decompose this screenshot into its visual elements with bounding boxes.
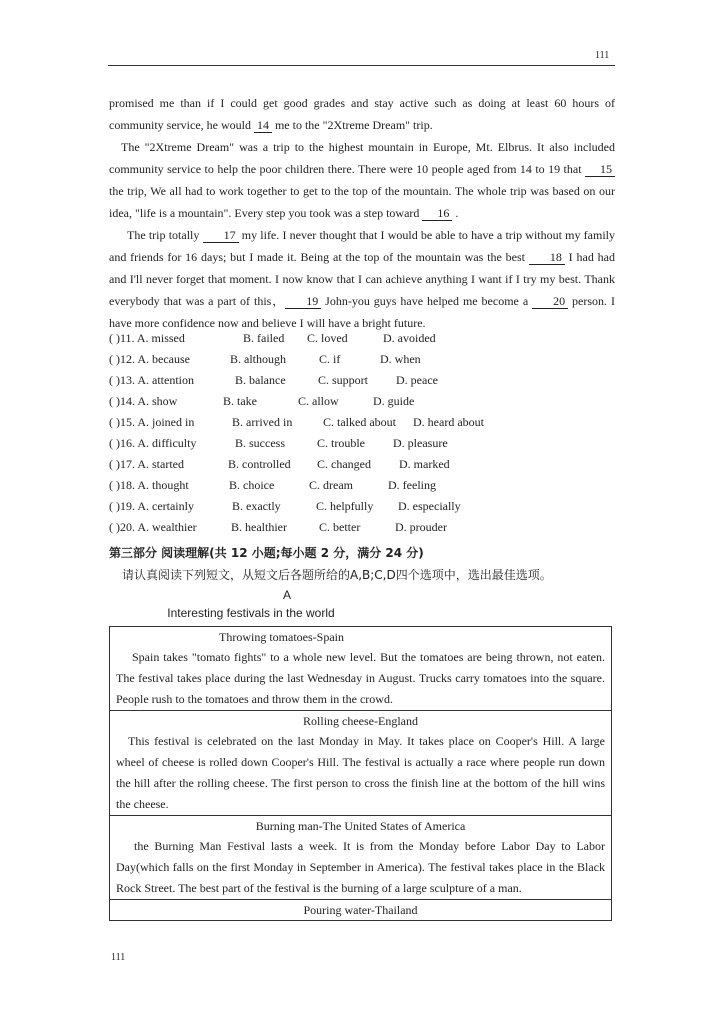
passage-text: me to the "2Xtreme Dream" trip. (271, 118, 433, 132)
question-number-option-a: ( )13. A. attention (109, 373, 194, 387)
option-c: C. changed (317, 457, 371, 471)
festival-description: This festival is celebrated on the last Monday in May. It takes place on Cooper's Hill. A large wheel of cheese is rolled down Cooper's Hill. The festival is actually a race where people run down the hill after the rolling cheese. The first person to cross the finish line at the bottom of the hill wins the cheese. (116, 734, 605, 811)
option-d: D. avoided (383, 331, 436, 345)
option-c: C. loved (307, 331, 348, 345)
festival-title: Pouring water-Thailand (303, 903, 418, 917)
footer-page-number: 111 (111, 952, 126, 963)
header-rule (108, 65, 615, 66)
option-c: C. support (318, 373, 369, 387)
festival-cell-usa (110, 816, 611, 900)
festival-title: Burning man-The United States of America (255, 819, 466, 833)
question-number-option-a: ( )12. A. because (109, 352, 190, 366)
question-number-option-a: ( )16. A. difficulty (109, 436, 197, 450)
passage-paragraph-2 (109, 136, 615, 224)
option-c: C. helpfully (316, 499, 374, 513)
option-b: B. controlled (228, 457, 291, 471)
question-number-option-a: ( )20. A. wealthier (109, 520, 197, 534)
option-c: C. allow (298, 394, 339, 408)
festival-cell-spain (110, 627, 611, 711)
blank-19: 19 (285, 294, 321, 309)
table-title: Interesting festivals in the world (167, 606, 335, 620)
question-number-option-a: ( )11. A. missed (109, 331, 185, 345)
passage-a-label: A (283, 588, 292, 602)
option-c: C. dream (309, 478, 353, 492)
option-c: C. talked about (323, 415, 396, 429)
blank-20: 20 (532, 294, 568, 309)
option-d: D. pleasure (393, 436, 448, 450)
festival-description: the Burning Man Festival lasts a week. It is from the Monday before Labor Day to Labor Day(which falls on the first Monday in September in America). The festival takes place in the Black Rock Street. The best part of the festival is the burning of a large sculpture of a man. (116, 839, 605, 895)
option-b: B. arrived in (232, 415, 293, 429)
option-b: B. failed (243, 331, 285, 345)
option-b: B. although (230, 352, 286, 366)
festival-cell-england (110, 711, 611, 816)
passage-text: my life. I never thought that I would be able to have a trip without my family and friends for 16 days; but I made it. Being at the top of the mountain was the best (109, 228, 616, 264)
option-d: D. especially (398, 499, 461, 513)
passage-text: The "2Xtreme Dream" was a trip to the highest mountain in Europe, Mt. Elbrus. It also included community service to help the poor children there. There were 10 people aged from 14 to 19 that (109, 140, 615, 176)
festival-title: Rolling cheese-England (303, 714, 418, 728)
option-b: B. take (223, 394, 257, 408)
option-c: C. trouble (317, 436, 365, 450)
passage-text: . (452, 206, 459, 220)
option-d: D. peace (396, 373, 438, 387)
question-number-option-a: ( )15. A. joined in (109, 415, 195, 429)
passage-text: the trip, We all had to work together to get to the top of the mountain. The whole trip was based on our idea, "life is a mountain". Every step you took was a step toward (109, 184, 615, 220)
option-d: D. marked (399, 457, 450, 471)
festival-cell-thailand (110, 900, 611, 921)
festival-title: Throwing tomatoes-Spain (219, 630, 344, 644)
question-number-option-a: ( )18. A. thought (109, 478, 189, 492)
question-number-option-a: ( )14. A. show (109, 394, 178, 408)
option-b: B. balance (235, 373, 286, 387)
option-c: C. if (319, 352, 341, 366)
header-page-number: 111 (595, 50, 610, 61)
option-b: B. choice (229, 478, 275, 492)
blank-18: 18 (529, 250, 565, 265)
question-number-option-a: ( )17. A. started (109, 457, 184, 471)
option-b: B. exactly (232, 499, 281, 513)
blank-17: 17 (203, 228, 239, 243)
festival-description: Spain takes "tomato fights" to a whole new level. But the tomatoes are being thrown, not eaten. The festival takes place during the last Wednesday in August. Trucks carry tomatoes into the square. People rush to the tomatoes and throw them in the crowd. (116, 650, 605, 706)
question-number-option-a: ( )19. A. certainly (109, 499, 194, 513)
passage-paragraph-3 (109, 224, 615, 334)
passage-text: I had had and I'll never forget that moment. I now know that I can achieve anything I want if I try my best. Thank everybody that was a part of this， (109, 250, 615, 308)
passage-text: John-you guys have helped me become a (321, 294, 533, 308)
blank-16: 16 (422, 206, 452, 221)
passage-text: The trip totally (127, 228, 203, 242)
option-d: D. when (380, 352, 421, 366)
option-b: B. healthier (231, 520, 287, 534)
option-d: D. prouder (395, 520, 447, 534)
festival-table (109, 626, 612, 921)
option-b: B. success (235, 436, 285, 450)
option-c: C. better (319, 520, 361, 534)
blank-15: 15 (585, 162, 615, 177)
option-d: D. guide (373, 394, 415, 408)
passage-paragraph-1 (109, 92, 615, 136)
option-d: D. heard about (413, 415, 484, 429)
passage-text: promised me than if I could get good grades and stay active such as doing at least 60 hours of community service, he would (109, 96, 615, 132)
section-3-instruction: 请认真阅读下列短文，从短文后各题所给的A,B;C,D四个选项中，选出最佳选项。 (122, 568, 552, 582)
passage-text: person. I have more confidence now and believe I will have a bright future. (109, 294, 615, 330)
blank-14: 14 (254, 118, 272, 133)
option-d: D. feeling (388, 478, 436, 492)
section-3-heading: 第三部分 阅读理解(共 12 小题;每小题 2 分，满分 24 分) (109, 546, 424, 560)
